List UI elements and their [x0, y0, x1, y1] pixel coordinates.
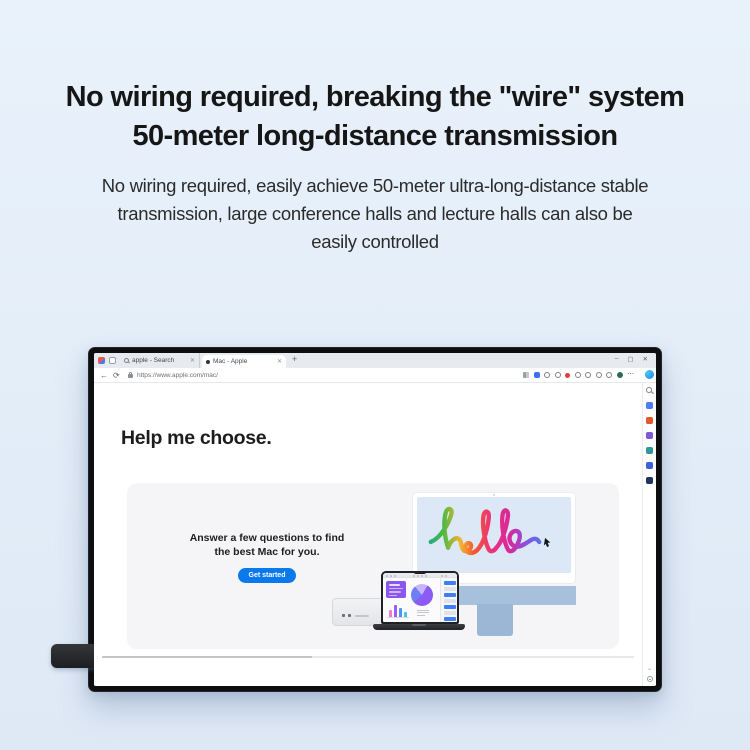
- browser-toolbar: [94, 368, 656, 383]
- sidebar-icons: [643, 387, 656, 484]
- usb-port: [348, 614, 351, 617]
- card-text: Answer a few questions to find the best Mac for you. Get started: [165, 532, 369, 583]
- macbook: [381, 571, 459, 624]
- restore-button[interactable]: ▢: [627, 356, 634, 363]
- address-bar[interactable]: https://www.apple.com/mac/: [137, 372, 218, 379]
- usb-port: [342, 614, 345, 617]
- close-icon[interactable]: ✕: [276, 359, 282, 365]
- workspace-icon[interactable]: [98, 357, 105, 364]
- teal-tool-icon[interactable]: [646, 447, 653, 454]
- extension-icon[interactable]: [596, 372, 602, 378]
- extension-icon[interactable]: [575, 372, 581, 378]
- tab-label: apple - Search: [132, 357, 175, 364]
- back-icon[interactable]: ←: [100, 370, 108, 380]
- chevron-down-icon[interactable]: ⌄: [646, 666, 653, 672]
- blue-extension-icon[interactable]: [534, 372, 540, 378]
- macbook-lip: [412, 624, 426, 626]
- split-screen-icon[interactable]: [523, 372, 529, 378]
- caption-lines: [417, 610, 429, 618]
- camera-dot: [493, 494, 495, 496]
- blue-tool-icon[interactable]: [646, 402, 653, 409]
- green-extension-icon[interactable]: [617, 372, 623, 378]
- tab-apple-search[interactable]: [120, 353, 200, 368]
- toolbar-icons: [523, 372, 634, 378]
- tab-label: Mac - Apple: [213, 358, 248, 365]
- extension-icon[interactable]: [544, 372, 550, 378]
- lock-icon: [128, 374, 133, 378]
- extension-icon[interactable]: [585, 372, 591, 378]
- cursor-icon: [544, 538, 550, 547]
- headline-line-2: 50-meter long-distance transmission: [132, 120, 618, 152]
- sd-slot: [355, 615, 369, 617]
- headline-line-1: No wiring required, breaking the "wire" system: [65, 81, 685, 113]
- bar-chart: [387, 602, 409, 618]
- sidebar-bottom-icons: [643, 667, 656, 682]
- pie-chart: [411, 584, 433, 606]
- navy-tool-icon[interactable]: [646, 477, 653, 484]
- purple-tool-icon[interactable]: [646, 432, 653, 439]
- subheadline: No wiring required, easily achieve 50-meter ultra-long-distance stable transmission, large conference halls and lecture halls can also be easily controlled: [101, 175, 649, 252]
- help-me-choose-card: [127, 483, 619, 649]
- imac-stand: [477, 604, 513, 636]
- browser-tabstrip: [94, 353, 656, 368]
- macbook-base: [373, 624, 465, 630]
- minimize-button[interactable]: –: [614, 355, 619, 362]
- overflow-icon[interactable]: ⋯: [627, 371, 634, 378]
- copilot-icon[interactable]: [645, 370, 654, 379]
- search-icon[interactable]: [646, 387, 653, 394]
- hello-script: [423, 506, 565, 564]
- apple-favicon: [206, 360, 210, 364]
- window-controls: [615, 355, 648, 363]
- search-icon: [124, 358, 129, 363]
- extension-icon[interactable]: [555, 372, 561, 378]
- horizontal-scrollbar[interactable]: [102, 656, 634, 658]
- tab-list-icon[interactable]: [109, 357, 116, 364]
- webpage-content: [94, 383, 642, 686]
- get-started-button[interactable]: Get started: [238, 568, 297, 583]
- close-button[interactable]: ✕: [642, 356, 648, 363]
- refresh-icon[interactable]: ⟳: [113, 370, 120, 380]
- monitor-screen: [94, 353, 656, 686]
- extension-icon[interactable]: [606, 372, 612, 378]
- macbook-display: [383, 573, 457, 622]
- wireless-hdmi-dongle: [51, 644, 97, 668]
- new-tab-button[interactable]: +: [292, 354, 298, 364]
- headline: [0, 78, 750, 156]
- monitor: [88, 347, 662, 692]
- edge-sidebar: [642, 383, 656, 686]
- gear-icon[interactable]: [647, 676, 653, 682]
- close-icon[interactable]: ✕: [189, 358, 195, 364]
- orange-tool-icon[interactable]: [646, 417, 653, 424]
- page-title: Help me choose.: [121, 427, 272, 449]
- notch: [414, 571, 426, 574]
- blue-circle-icon[interactable]: [646, 462, 653, 469]
- inspector-panel: [440, 578, 457, 622]
- tab-mac-apple[interactable]: [202, 355, 286, 368]
- red-extension-icon[interactable]: [565, 373, 570, 378]
- imac-display: [417, 497, 571, 573]
- slide-thumbnail: [386, 581, 406, 598]
